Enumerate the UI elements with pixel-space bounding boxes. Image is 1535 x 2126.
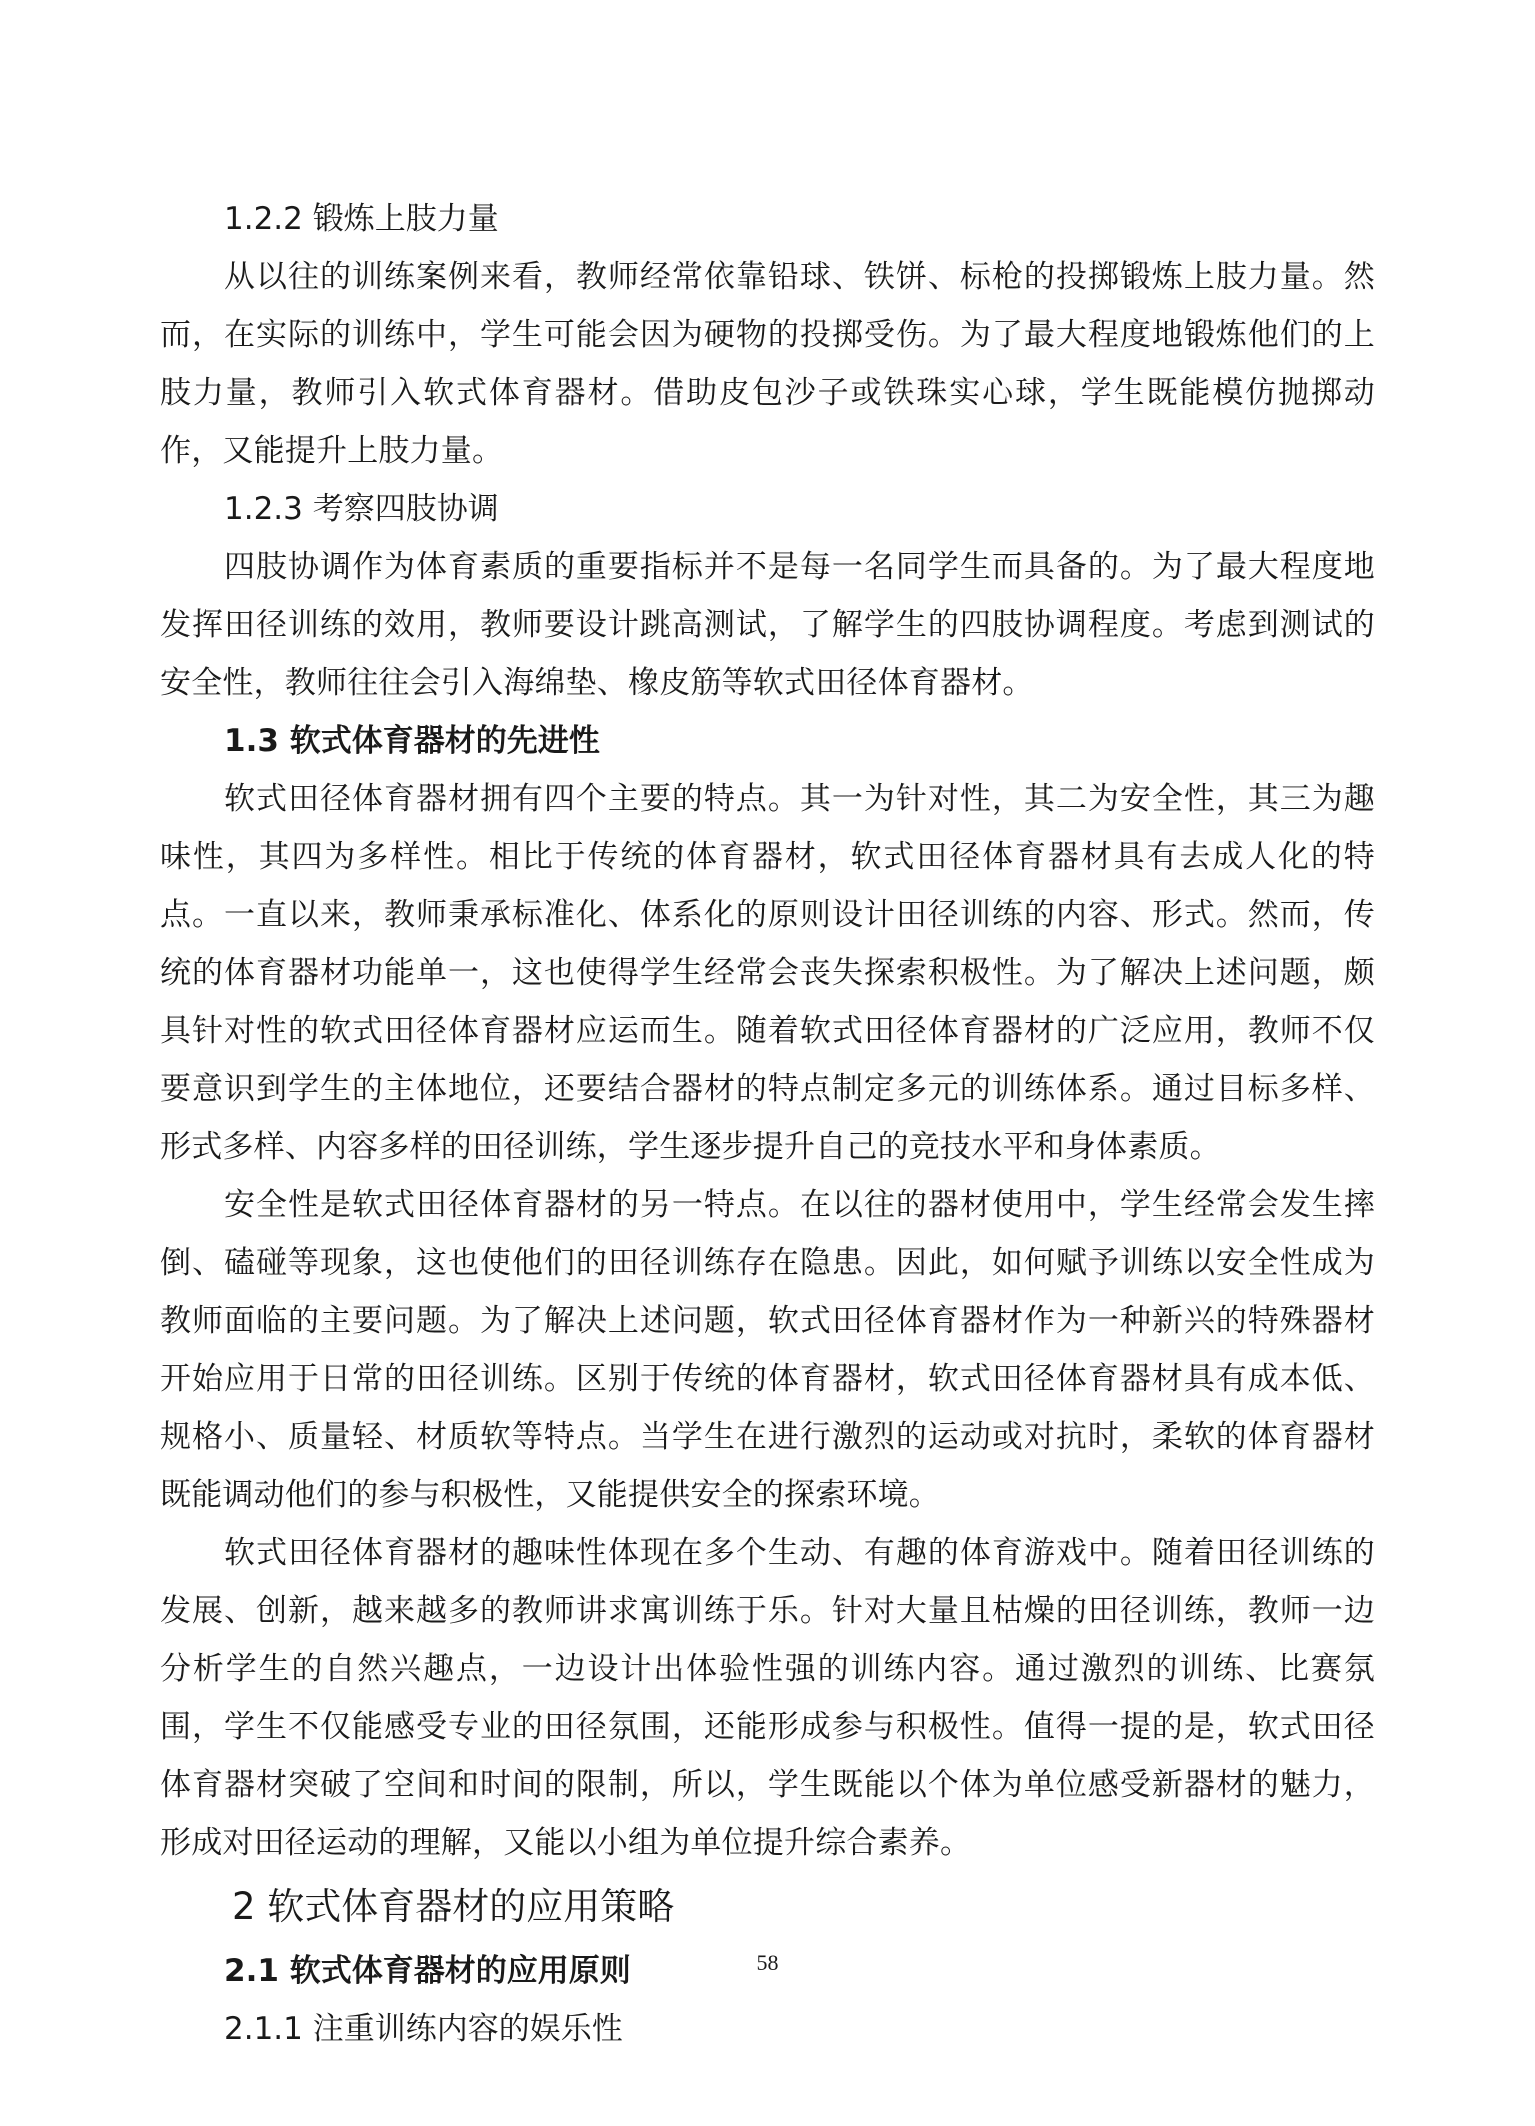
heading-2-1: 2.1 软式体育器材的应用原则 — [224, 1953, 631, 1989]
heading-2-1-1: 2.1.1 注重训练内容的娱乐性 — [224, 2011, 623, 2047]
heading-1-2-2: 1.2.2 锻炼上肢力量 — [224, 201, 499, 237]
paragraph-1-3-c: 软式田径体育器材的趣味性体现在多个生动、有趣的体育游戏中。随着田径训练的发展、创新，越来越多的教师讲求寓训练于乐。针对大量且枯燥的田径训练，教师一边分析学生的自然兴趣点，一边设计出体验性强的训练内容。通过激烈的训练、比赛氛围，学生不仅能感受专业的田径氛围，还能形成参与积极性。值得一提的是，软式田径体育器材突破了空间和时间的限制，所以，学生既能以个体为单位感受新器材的魅力，形成对田径运动的理解，又能以小组为单位提升综合素养。 — [160, 1535, 1375, 1861]
page-content — [160, 190, 1375, 2058]
heading-1-2-3: 1.2.3 考察四肢协调 — [224, 491, 499, 527]
paragraph-1-2-3: 四肢协调作为体育素质的重要指标并不是每一名同学生而具备的。为了最大程度地发挥田径训练的效用，教师要设计跳高测试，了解学生的四肢协调程度。考虑到测试的安全性，教师往往会引入海绵垫、橡皮筋等软式田径体育器材。 — [160, 549, 1375, 701]
paragraph-1-3-a: 软式田径体育器材拥有四个主要的特点。其一为针对性，其二为安全性，其三为趣味性，其四为多样性。相比于传统的体育器材，软式田径体育器材具有去成人化的特点。一直以来，教师秉承标准化、体系化的原则设计田径训练的内容、形式。然而，传统的体育器材功能单一，这也使得学生经常会丧失探索积极性。为了解决上述问题，颇具针对性的软式田径体育器材应运而生。随着软式田径体育器材的广泛应用，教师不仅要意识到学生的主体地位，还要结合器材的特点制定多元的训练体系。通过目标多样、形式多样、内容多样的田径训练，学生逐步提升自己的竞技水平和身体素质。 — [160, 781, 1375, 1165]
heading-2: 2 软式体育器材的应用策略 — [232, 1885, 675, 1928]
paragraph-1-2-2: 从以往的训练案例来看，教师经常依靠铅球、铁饼、标枪的投掷锻炼上肢力量。然而，在实际的训练中，学生可能会因为硬物的投掷受伤。为了最大程度地锻炼他们的上肢力量，教师引入软式体育器材。借助皮包沙子或铁珠实心球，学生既能模仿抛掷动作，又能提升上肢力量。 — [160, 259, 1375, 469]
heading-1-3: 1.3 软式体育器材的先进性 — [224, 723, 600, 759]
paragraph-1-3-b: 安全性是软式田径体育器材的另一特点。在以往的器材使用中，学生经常会发生摔倒、磕碰等现象，这也使他们的田径训练存在隐患。因此，如何赋予训练以安全性成为教师面临的主要问题。为了解决上述问题，软式田径体育器材作为一种新兴的特殊器材开始应用于日常的田径训练。区别于传统的体育器材，软式田径体育器材具有成本低、规格小、质量轻、材质软等特点。当学生在进行激烈的运动或对抗时，柔软的体育器材既能调动他们的参与积极性，又能提供安全的探索环境。 — [160, 1187, 1375, 1513]
page-number: 58 — [756, 1950, 779, 1975]
